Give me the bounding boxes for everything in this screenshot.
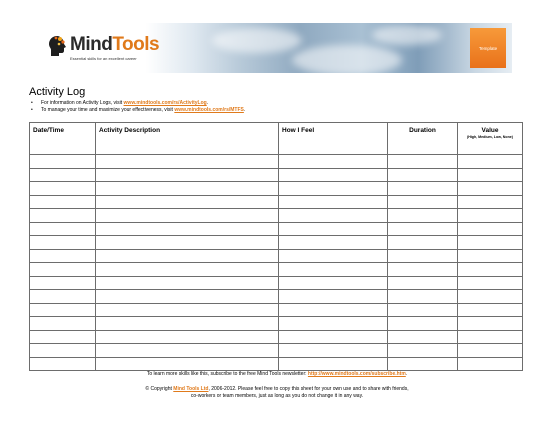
copyright-notice bbox=[0, 386, 554, 400]
cloud-decoration bbox=[212, 28, 302, 53]
bullet-tail: . bbox=[206, 100, 209, 106]
cell-activity[interactable] bbox=[96, 330, 279, 344]
column-header-date: Date/Time bbox=[30, 123, 96, 155]
cell-activity[interactable] bbox=[96, 168, 279, 182]
logo-wordmark bbox=[70, 35, 159, 55]
cell-activity[interactable] bbox=[96, 222, 279, 236]
table-row bbox=[30, 344, 523, 358]
cell-activity[interactable] bbox=[96, 249, 279, 263]
cell-value[interactable] bbox=[458, 357, 523, 371]
cell-date[interactable] bbox=[30, 344, 96, 358]
cell-activity[interactable] bbox=[96, 290, 279, 304]
column-header-value bbox=[458, 123, 523, 155]
table-row bbox=[30, 263, 523, 277]
bullet-item bbox=[29, 107, 245, 114]
cell-duration[interactable] bbox=[388, 344, 458, 358]
table-row bbox=[30, 330, 523, 344]
cell-activity[interactable] bbox=[96, 303, 279, 317]
cell-date[interactable] bbox=[30, 195, 96, 209]
cell-duration[interactable] bbox=[388, 236, 458, 250]
header-banner bbox=[42, 23, 512, 73]
value-header-sublabel: (High, Medium, Low, None) bbox=[467, 135, 513, 139]
cell-date[interactable] bbox=[30, 222, 96, 236]
cell-feel[interactable] bbox=[279, 317, 388, 331]
cell-feel[interactable] bbox=[279, 168, 388, 182]
table-row bbox=[30, 303, 523, 317]
cell-date[interactable] bbox=[30, 263, 96, 277]
activity-log-table bbox=[29, 122, 523, 371]
cell-duration[interactable] bbox=[388, 249, 458, 263]
bullet-text: For information on Activity Logs, visit bbox=[41, 100, 124, 106]
cell-date[interactable] bbox=[30, 317, 96, 331]
copyright-line1-tail: , 2006-2012. Please feel free to copy this sheet for your own use and to share with friends, bbox=[208, 386, 409, 392]
page-title: Activity Log bbox=[29, 86, 86, 98]
cell-duration[interactable] bbox=[388, 357, 458, 371]
cell-feel[interactable] bbox=[279, 182, 388, 196]
cell-value[interactable] bbox=[458, 182, 523, 196]
logo-mind-text: Mind bbox=[70, 34, 113, 55]
cell-value[interactable] bbox=[458, 303, 523, 317]
table-row bbox=[30, 357, 523, 371]
table-header-row bbox=[30, 123, 523, 155]
column-header-duration: Duration bbox=[388, 123, 458, 155]
bullet-tail: . bbox=[243, 107, 246, 113]
cell-feel[interactable] bbox=[279, 290, 388, 304]
cell-value[interactable] bbox=[458, 276, 523, 290]
cell-feel[interactable] bbox=[279, 222, 388, 236]
cell-activity[interactable] bbox=[96, 155, 279, 169]
cell-duration[interactable] bbox=[388, 263, 458, 277]
copyright-link[interactable]: Mind Tools Ltd bbox=[173, 386, 209, 392]
cell-value[interactable] bbox=[458, 263, 523, 277]
head-silhouette-icon bbox=[48, 35, 68, 57]
cell-feel[interactable] bbox=[279, 209, 388, 223]
cell-value[interactable] bbox=[458, 249, 523, 263]
bullet-item bbox=[29, 100, 245, 107]
cell-value[interactable] bbox=[458, 209, 523, 223]
column-header-feel: How I Feel bbox=[279, 123, 388, 155]
cell-date[interactable] bbox=[30, 357, 96, 371]
cell-value[interactable] bbox=[458, 155, 523, 169]
cell-duration[interactable] bbox=[388, 276, 458, 290]
table-body bbox=[30, 155, 523, 371]
cell-activity[interactable] bbox=[96, 209, 279, 223]
table-row bbox=[30, 249, 523, 263]
cell-date[interactable] bbox=[30, 209, 96, 223]
cell-activity[interactable] bbox=[96, 263, 279, 277]
cell-duration[interactable] bbox=[388, 168, 458, 182]
copyright-prefix: © Copyright bbox=[145, 386, 174, 392]
cloud-decoration bbox=[372, 25, 442, 45]
bullet-text: To manage your time and maximize your effectiveness, visit bbox=[41, 107, 175, 113]
cell-activity[interactable] bbox=[96, 317, 279, 331]
cell-date[interactable] bbox=[30, 155, 96, 169]
value-header-label: Value bbox=[481, 127, 499, 134]
cell-date[interactable] bbox=[30, 303, 96, 317]
cell-duration[interactable] bbox=[388, 155, 458, 169]
table-row bbox=[30, 276, 523, 290]
cell-value[interactable] bbox=[458, 317, 523, 331]
cell-date[interactable] bbox=[30, 168, 96, 182]
cell-activity[interactable] bbox=[96, 357, 279, 371]
cell-value[interactable] bbox=[458, 222, 523, 236]
table-row bbox=[30, 155, 523, 169]
cell-activity[interactable] bbox=[96, 276, 279, 290]
table-row bbox=[30, 236, 523, 250]
cell-activity[interactable] bbox=[96, 236, 279, 250]
cell-duration[interactable] bbox=[388, 209, 458, 223]
cell-date[interactable] bbox=[30, 182, 96, 196]
cell-date[interactable] bbox=[30, 249, 96, 263]
cell-duration[interactable] bbox=[388, 222, 458, 236]
cell-duration[interactable] bbox=[388, 182, 458, 196]
table-row bbox=[30, 290, 523, 304]
cell-duration[interactable] bbox=[388, 303, 458, 317]
copyright-line2: co-workers or team members, just as long as you do not change it in any way. bbox=[190, 393, 364, 399]
cell-feel[interactable] bbox=[279, 236, 388, 250]
cell-duration[interactable] bbox=[388, 195, 458, 209]
cell-value[interactable] bbox=[458, 344, 523, 358]
mtfs-link[interactable]: www.mindtools.com/rs/MTFS bbox=[174, 107, 244, 113]
cell-date[interactable] bbox=[30, 276, 96, 290]
cloud-decoration bbox=[292, 45, 402, 73]
cell-value[interactable] bbox=[458, 195, 523, 209]
cell-value[interactable] bbox=[458, 290, 523, 304]
cell-feel[interactable] bbox=[279, 357, 388, 371]
cell-value[interactable] bbox=[458, 236, 523, 250]
cell-duration[interactable] bbox=[388, 317, 458, 331]
cell-date[interactable] bbox=[30, 290, 96, 304]
table-row bbox=[30, 195, 523, 209]
cell-feel[interactable] bbox=[279, 276, 388, 290]
cell-feel[interactable] bbox=[279, 263, 388, 277]
newsletter-link[interactable]: http://www.mindtools.com/subscribe.htm bbox=[307, 371, 406, 377]
newsletter-text: To learn more skills like this, subscribe to the free Mind Tools newsletter: bbox=[146, 371, 308, 377]
cell-feel[interactable] bbox=[279, 330, 388, 344]
cell-activity[interactable] bbox=[96, 195, 279, 209]
cell-feel[interactable] bbox=[279, 344, 388, 358]
table-row bbox=[30, 317, 523, 331]
logo-tools-text: Tools bbox=[112, 34, 160, 55]
table-row bbox=[30, 222, 523, 236]
cell-date[interactable] bbox=[30, 236, 96, 250]
template-badge: Template bbox=[470, 28, 506, 68]
cell-feel[interactable] bbox=[279, 303, 388, 317]
cell-duration[interactable] bbox=[388, 290, 458, 304]
cell-feel[interactable] bbox=[279, 155, 388, 169]
cell-activity[interactable] bbox=[96, 182, 279, 196]
column-header-activity: Activity Description bbox=[96, 123, 279, 155]
cell-duration[interactable] bbox=[388, 330, 458, 344]
table-row bbox=[30, 209, 523, 223]
cell-activity[interactable] bbox=[96, 344, 279, 358]
cell-value[interactable] bbox=[458, 330, 523, 344]
cell-feel[interactable] bbox=[279, 195, 388, 209]
newsletter-line: To learn more skills like this, subscribe to the free Mind Tools newsletter: http://www.mindtools.com/subscribe.htm. bbox=[146, 371, 408, 377]
table-row bbox=[30, 168, 523, 182]
cell-feel[interactable] bbox=[279, 249, 388, 263]
cell-date[interactable] bbox=[30, 330, 96, 344]
activity-log-link[interactable]: www.mindtools.com/rs/ActivityLog bbox=[123, 100, 207, 106]
table-row bbox=[30, 182, 523, 196]
info-bullets bbox=[29, 100, 245, 114]
cell-value[interactable] bbox=[458, 168, 523, 182]
logo-tagline: Essential skills for an excellent career bbox=[70, 56, 137, 61]
